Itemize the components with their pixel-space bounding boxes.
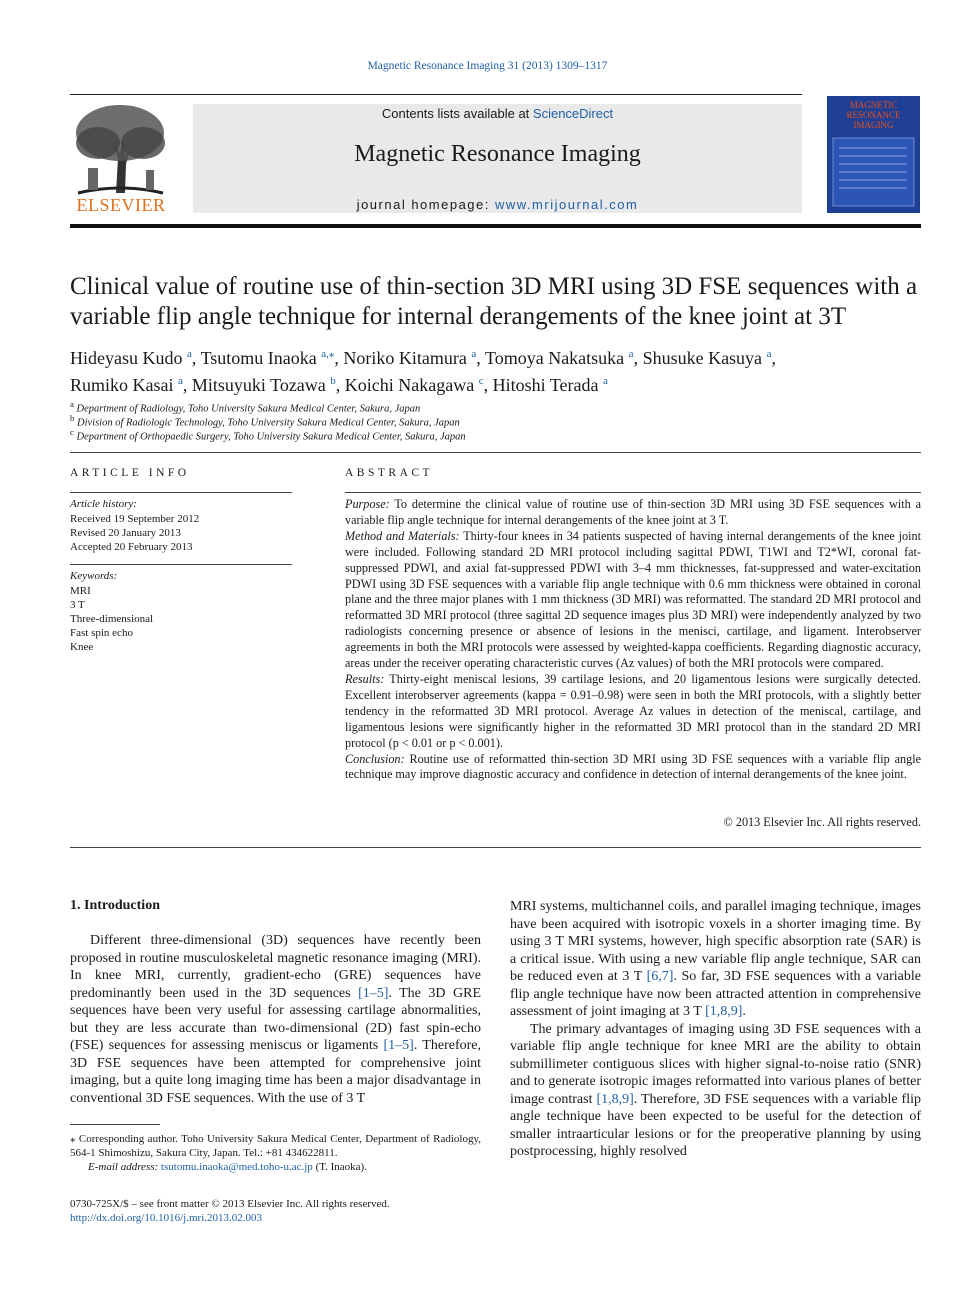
abstract-rule — [345, 492, 921, 493]
affiliation-text: Department of Radiology, Toho University Sakura Medical Center, Sakura, Japan — [76, 403, 421, 415]
issn-line: 0730-725X/$ – see front matter © 2013 Elsevier Inc. All rights reserved. — [70, 1198, 390, 1210]
title-line-1: Clinical value of routine use of thin-section 3D MRI using 3D FSE sequences with a — [70, 273, 918, 300]
author-separator: , — [483, 375, 493, 395]
author-separator: , — [633, 348, 643, 368]
author-separator: , — [335, 375, 345, 395]
author-name: Tomoya Nakatsuka — [484, 348, 625, 368]
affiliation-marker: a — [70, 399, 74, 409]
author-affil-link[interactable]: a — [603, 375, 608, 387]
author-affil-link[interactable]: a — [471, 348, 477, 360]
keyword: MRI — [70, 585, 91, 597]
journal-name: Magnetic Resonance Imaging — [354, 141, 641, 167]
article-title — [70, 272, 930, 332]
header-rule — [70, 94, 802, 95]
body-column-right — [510, 898, 921, 1161]
paragraph-text: MRI systems, multichannel coils, and parallel imaging technique, images have been acquired with isotropic voxels in a shorter imaging time. By using 3 T MRI systems, however, high specific absorption rate (SAR) is a critical issue. With using a new variable flip angle technique, SAR can be reduced even at 3 T — [510, 899, 921, 984]
keyword: 3 T — [70, 599, 85, 611]
author-name: Mitsuyuki Tozawa — [191, 375, 326, 395]
affiliation-marker: b — [70, 413, 75, 423]
author-affil-link[interactable]: c — [478, 375, 484, 387]
purpose-text: To determine the clinical value of routine use of thin-section 3D MRI using 3D FSE sequences with a variable flip angle technique for internal derangements of the knee joint at 3 T. — [345, 497, 921, 527]
corresponding-author: ⁎ Corresponding author. Toho University Sakura Medical Center, Department of Radiology, 564-1 Shimoshizu, Sakura City, Japan. Tel.: +81 434622811. — [70, 1133, 481, 1159]
abstract-conclusion — [345, 752, 921, 784]
author-list — [70, 343, 930, 397]
history-label: Article history: — [70, 498, 137, 510]
author-name: Hideyasu Kudo — [70, 348, 183, 368]
paragraph-text: . Therefore, 3D FSE sequences have been attempted for comprehensive joint imaging, but a quite long imaging time has been a major disadvantage in conventional 3D FSE sequences. With the use of 3 T — [70, 1038, 481, 1106]
keyword: Knee — [70, 641, 94, 653]
keyword: Three-dimensional — [70, 613, 154, 625]
history-accepted: Accepted 20 February 2013 — [70, 541, 193, 553]
contents-line — [193, 106, 802, 121]
doi-link[interactable]: http://dx.doi.org/10.1016/j.mri.2013.02.003 — [70, 1212, 262, 1224]
author-name: Koichi Nakagawa — [344, 375, 475, 395]
keywords-list — [70, 584, 153, 654]
paragraph-text: . — [742, 1004, 746, 1019]
citation-link[interactable]: [1,8,9] — [596, 1091, 634, 1107]
cover-title: MAGNETIC RESONANCE IMAGING — [846, 100, 901, 130]
abstract-body — [345, 497, 921, 783]
author-affil-link[interactable]: a — [186, 348, 192, 360]
citation-link[interactable]: [1–5] — [358, 985, 389, 1001]
citation-link[interactable]: [1–5] — [383, 1038, 414, 1053]
paragraph-text: The primary advantages of imaging using 3D FSE sequences with a variable flip angle technique for knee MRI are the ability to obtain submillimeter contiguous slices with higher signal-to-noise ratio (SNR) and to generate isotropic images reformatted into various planes of better image contrast — [510, 1021, 921, 1107]
author-affil-link[interactable]: b — [330, 375, 336, 387]
journal-citation[interactable]: Magnetic Resonance Imaging 31 (2013) 1309–1317 — [367, 60, 608, 72]
history-revised: Revised 20 January 2013 — [70, 527, 181, 539]
author-affil-link[interactable]: a — [766, 348, 772, 360]
author-separator: , — [771, 348, 776, 368]
author-line-1 — [70, 343, 930, 370]
affiliation-text: Division of Radiologic Technology, Toho University Sakura Medical Center, Sakura, Japan — [77, 417, 460, 429]
conclusion-label: Conclusion: — [345, 751, 405, 766]
author-name: Tsutomu Inaoka — [200, 348, 317, 368]
author-name: Rumiko Kasai — [70, 375, 174, 395]
section-heading-introduction: 1. Introduction — [70, 898, 160, 913]
author-name: Hitoshi Terada — [492, 375, 599, 395]
citation-link[interactable]: [1,8,9] — [705, 1004, 743, 1019]
abstract-purpose — [345, 497, 921, 529]
homepage-line — [193, 197, 802, 212]
author-affil-link[interactable]: a — [628, 348, 634, 360]
paragraph-text: . Therefore, 3D FSE sequences with a variable flip angle technique have been expected to be useful for the detection of smaller intraarticular lesions or for the preoperative planning by using postprocessing, highly resolved — [510, 1091, 921, 1159]
author-separator: , — [334, 348, 344, 368]
abstract-methods — [345, 529, 921, 672]
author-separator: , — [182, 375, 192, 395]
author-separator: , — [191, 348, 201, 368]
keywords-label: Keywords: — [70, 570, 118, 582]
citation-link[interactable]: [6,7] — [646, 969, 674, 984]
email-line — [70, 1160, 481, 1174]
article-info-heading: ARTICLE INFO — [70, 467, 190, 479]
email-label: E-mail address: — [88, 1161, 161, 1173]
paragraph-text: Different three-dimensional (3D) sequences have recently been proposed in routine musculoskeletal magnetic resonance imaging (MRI). In knee MRI, currently, gradient-echo (GRE) sequences have predominantly been used in the 3D sequences — [70, 933, 481, 1001]
results-label: Results: — [345, 671, 385, 686]
front-matter — [70, 1197, 490, 1225]
keyword: Fast spin echo — [70, 627, 133, 639]
affiliation-marker: c — [70, 427, 74, 437]
history-received: Received 19 September 2012 — [70, 513, 200, 525]
header-thick-rule — [70, 224, 921, 228]
affiliation — [70, 427, 466, 443]
keywords-rule — [70, 564, 292, 565]
homepage-link[interactable]: www.mrijournal.com — [495, 197, 639, 212]
author-separator: , — [476, 348, 485, 368]
corresponding-footnote — [70, 1132, 481, 1174]
paragraph — [70, 932, 481, 1107]
homepage-prefix: journal homepage: — [356, 197, 495, 212]
author-name: Noriko Kitamura — [343, 348, 467, 368]
purpose-label: Purpose: — [345, 497, 390, 511]
affiliation-text: Department of Orthopaedic Surgery, Toho University Sakura Medical Center, Sakura, Japan — [76, 431, 466, 443]
sciencedirect-link[interactable]: ScienceDirect — [532, 106, 614, 121]
history-list — [70, 512, 199, 554]
methods-text: Thirty-four knees in 34 patients suspected of having internal derangements of the knee joint were included. Following standard 2D MRI protocol including sagittal PDWI, T1WI and T2*WI, coronal fat-suppressed PDWI, and axial fat-suppressed PDWI with 3–4 mm thicknesses, fat-suppressed and water-excitation PDWI using 3D FSE sequences with a variable flip angle technique with 0.6 mm thickness were obtained in coronal plane and the three major planes with 1 mm thickness (3D MRI) was reformatted. The standard 2D MRI protocol and reformatted 3D MRI protocol (three sagittal 2D sequence images plus 3D MRI) were independently analyzed by two radiologists concerning presence or absence of lesions in the menisci, cartilage, and ligament. Interobserver agreements in both the MRI protocols were assessed by weighted-kappa coefficients. Regarding diagnostic accuracy, areas under the receiver operating characteristic curves (Az values) of both the MRI protocols were compared. — [345, 528, 921, 671]
paragraph-text: . The 3D GRE sequences have been very useful for assessing cartilage abnormalities, but they are less accurate than two-dimensional (2D) fast spin-echo (FSE) sequences for assessing meniscus or ligaments — [70, 985, 481, 1053]
author-line-2 — [70, 370, 930, 397]
abstract-bottom-rule — [70, 847, 921, 848]
email-suffix: (T. Inaoka). — [312, 1161, 367, 1173]
abstract-results — [345, 672, 921, 752]
paragraph — [510, 1021, 921, 1161]
abstract-heading: ABSTRACT — [345, 467, 434, 479]
contents-prefix: Contents lists available at — [381, 106, 533, 121]
section-rule — [70, 452, 921, 453]
results-text: Thirty-eight meniscal lesions, 39 cartilage lesions, and 20 ligamentous lesions were surgically detected. Excellent interobserver agreements (kappa = 0.91–0.98) were seen in both the MRI protocols, with a slightly better tendency in the reformatted 3D MRI protocol. Average Az values in detection of the meniscal, cartilage, and ligamentous lesions were significantly higher in the reformatted 3D MRI protocol than in the standard 2D MRI protocol (p < 0.01 or p < 0.001). — [345, 671, 921, 750]
methods-label: Method and Materials: — [345, 528, 460, 543]
email-link[interactable]: tsutomu.inaoka@med.toho-u.ac.jp — [160, 1161, 313, 1173]
conclusion-text: Routine use of reformatted thin-section 3D MRI using 3D FSE sequences with a variable flip angle technique may improve diagnostic accuracy and confidence in detection of internal derangements of the knee joint. — [345, 751, 921, 782]
copyright-notice: © 2013 Elsevier Inc. All rights reserved. — [723, 815, 921, 829]
paragraph — [510, 898, 921, 1021]
author-name: Shusuke Kasuya — [642, 348, 763, 368]
footnote-rule — [70, 1124, 160, 1125]
elsevier-wordmark: ELSEVIER — [76, 195, 166, 215]
paragraph-text: . So far, 3D FSE sequences with a variable flip angle technique have now been attracted attention in comprehensive assessment of joint imaging at 3 T — [510, 969, 921, 1019]
author-affil-link[interactable]: a,⁎ — [321, 348, 335, 360]
body-column-left — [70, 932, 481, 1107]
title-line-2: variable flip angle technique for internal derangements of the knee joint at 3T — [70, 303, 847, 330]
article-info-rule — [70, 492, 292, 493]
author-affil-link[interactable]: a — [178, 375, 183, 387]
